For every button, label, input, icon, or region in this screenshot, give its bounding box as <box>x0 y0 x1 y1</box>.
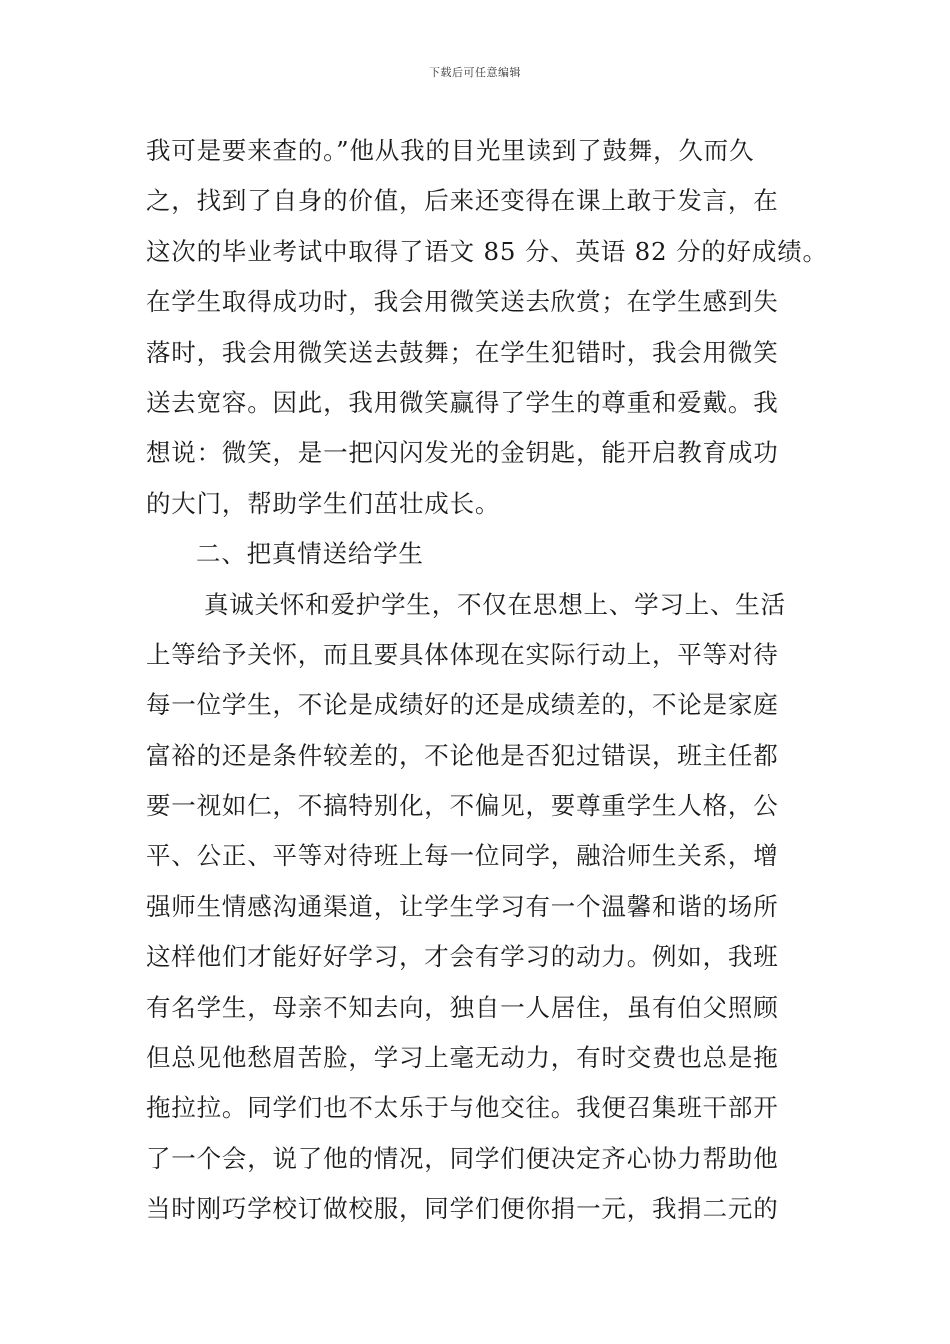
text-line: 送去宽容。因此，我用微笑赢得了学生的尊重和爱戴。我 <box>146 387 779 417</box>
text-line: 每一位学生，不论是成绩好的还是成绩差的，不论是家庭 <box>146 690 779 720</box>
text-line: 在学生取得成功时，我会用微笑送去欣赏；在学生感到失 <box>146 287 779 317</box>
text-line: 要一视如仁，不搞特别化，不偏见，要尊重学生人格，公 <box>146 791 779 821</box>
text-line: 的大门，帮助学生们茁壮成长。 <box>146 488 501 518</box>
text-line: 平、公正、平等对待班上每一位同学，融洽师生关系，增 <box>146 841 779 871</box>
text-line: 拖拉拉。同学们也不太乐于与他交往。我便召集班干部开 <box>146 1093 779 1123</box>
text-line: 当时刚巧学校订做校服，同学们便你捐一元，我捐二元的 <box>146 1194 779 1224</box>
section-heading: 二、把真情送给学生 <box>196 539 424 569</box>
body-text <box>146 126 828 1235</box>
text-line: 之，找到了自身的价值，后来还变得在课上敢于发言，在 <box>146 186 779 216</box>
text-line: 这次的毕业考试中取得了语文 85 分、英语 82 分的好成绩。 <box>146 236 828 266</box>
text-line: 强师生情感沟通渠道，让学生学习有一个温馨和谐的场所 <box>146 891 779 921</box>
text-line: 了一个会，说了他的情况，同学们便决定齐心协力帮助他 <box>146 1143 779 1173</box>
text-line: 上等给予关怀，而且要具体体现在实际行动上，平等对待 <box>146 639 779 669</box>
text-line: 有名学生，母亲不知去向，独自一人居住，虽有伯父照顾 <box>146 992 779 1022</box>
text-line: 但总见他愁眉苦脸，学习上毫无动力，有时交费也总是拖 <box>146 1043 779 1073</box>
text-line: 真诚关怀和爱护学生，不仅在思想上、学习上、生活 <box>204 589 786 619</box>
text-line: 我可是要来查的。”他从我的目光里读到了鼓舞，久而久 <box>146 136 755 165</box>
text-line: 落时，我会用微笑送去鼓舞；在学生犯错时，我会用微笑 <box>146 337 779 367</box>
page-header: 下载后可任意编辑 <box>429 66 521 79</box>
text-line: 富裕的还是条件较差的，不论他是否犯过错误，班主任都 <box>146 740 779 770</box>
text-line: 想说：微笑，是一把闪闪发光的金钥匙，能开启教育成功 <box>146 438 779 468</box>
text-line: 这样他们才能好好学习，才会有学习的动力。例如，我班 <box>146 942 779 972</box>
